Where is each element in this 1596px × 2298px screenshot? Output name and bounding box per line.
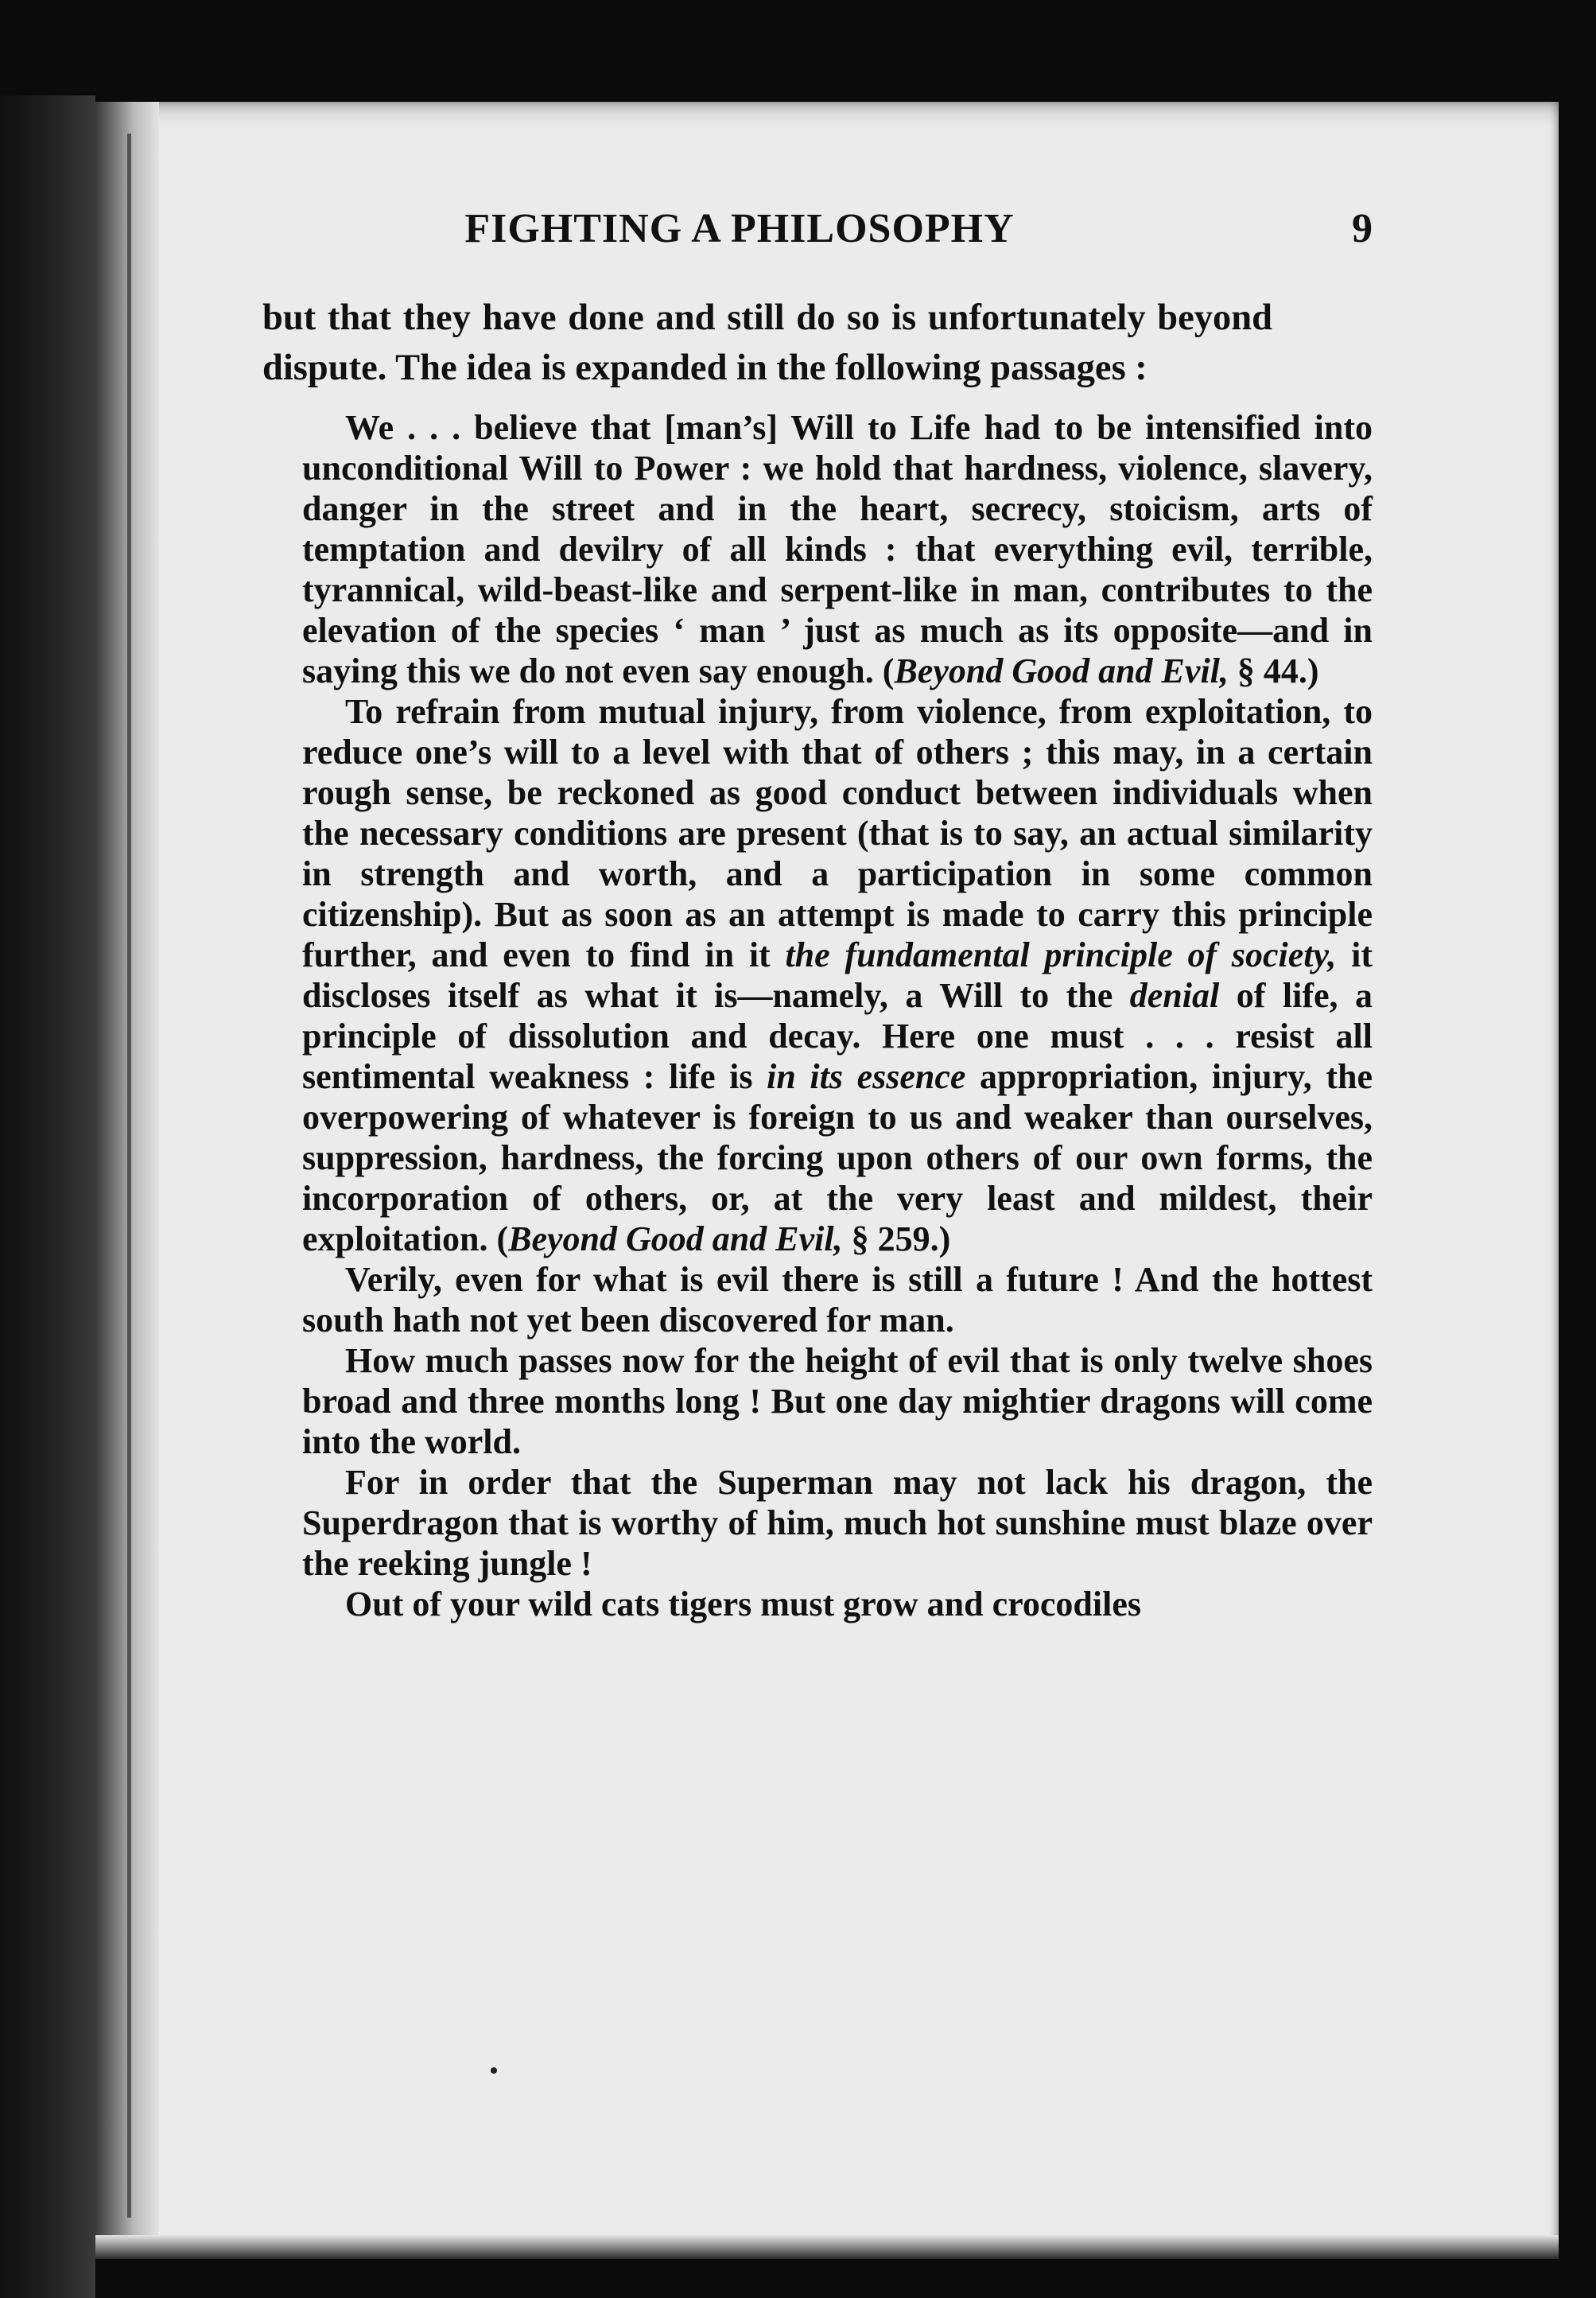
quote-2-italic-3: in its essence	[767, 1057, 966, 1096]
gutter-line	[127, 134, 131, 2218]
quote-2-part-1: To refrain from mutual injury, from violence, from exploitation, to reduce one’s will to a level with that of others ; this may, in a certain rough sense, be reckoned as good conduct between individuals when the necessary conditions are present (that is to say, an actual similarity in strength and worth, and a participation in some common citizenship). But as soon as an attempt is made to carry this principle further, and even to find in it	[302, 692, 1373, 974]
quote-2-part-4: appropriation, injury, the overpowering of whatever is foreign to us and weaker than ourselves, suppression, hardness, the forcing upon others of our own forms, the incorporation of others, or, at the very least and mildest, their exploitation. (	[302, 1057, 1373, 1258]
quote-1-citation: Beyond Good and Evil,	[894, 651, 1229, 690]
intro-paragraph: but that they have done and still do so is unfortunately beyond dispute. The idea is expanded in the following passages :	[262, 297, 1272, 388]
page-number: 9	[1352, 206, 1373, 251]
quote-2-part-2: it discloses itself as what it is—namely, a Will to the	[302, 935, 1373, 1015]
running-header	[262, 205, 1373, 277]
quote-2-italic-1: the fundamental principle of society,	[785, 935, 1337, 974]
ink-speck	[491, 2067, 497, 2074]
running-title: FIGHTING A PHILOSOPHY	[464, 206, 1015, 251]
page-bottom-edge	[95, 2235, 1559, 2259]
quotation-block	[262, 407, 1373, 1624]
quote-paragraph-3: Verily, even for what is evil there is still a future ! And the hottest south hath not yet been discovered for man.	[302, 1260, 1373, 1340]
quote-2-italic-2: denial	[1129, 976, 1220, 1015]
text-block	[262, 205, 1373, 1624]
quote-2-citation: Beyond Good and Evil,	[508, 1219, 843, 1258]
quote-paragraph-1	[302, 407, 1373, 691]
quote-paragraph-6: Out of your wild cats tigers must grow and crocodiles	[345, 1584, 1141, 1623]
quote-paragraph-2	[302, 691, 1373, 1259]
book-page	[95, 102, 1559, 2259]
quote-1-text: We . . . believe that [man’s] Will to Life had to be intensified into unconditional Will to Power : we hold that hardness, violence, slavery, danger in the street and in the heart, secrecy, stoicism, arts of temptation and devilry of all kinds : that everything evil, terrible, tyrannical, wild-beast-like and serpent-like in man, contributes to the elevation of the species ‘ man ’ just as much as its opposite—and in saying this we do not even say enough. (	[302, 408, 1373, 690]
quote-2-part-3: of life, a principle of dissolution and decay. Here one must . . . resist all sentimental weakness : life is	[302, 976, 1373, 1096]
quote-paragraph-4: How much passes now for the height of evil that is only twelve shoes broad and three months long ! But one day mightier dragons will come into the world.	[302, 1341, 1373, 1461]
left-book-edge	[0, 95, 95, 2298]
quote-1-section: § 44.)	[1228, 651, 1319, 690]
quote-paragraph-5: For in order that the Superman may not lack his dragon, the Superdragon that is worthy of him, much hot sunshine must blaze over the reeking jungle !	[302, 1463, 1373, 1583]
quote-2-section: § 259.)	[842, 1219, 951, 1258]
